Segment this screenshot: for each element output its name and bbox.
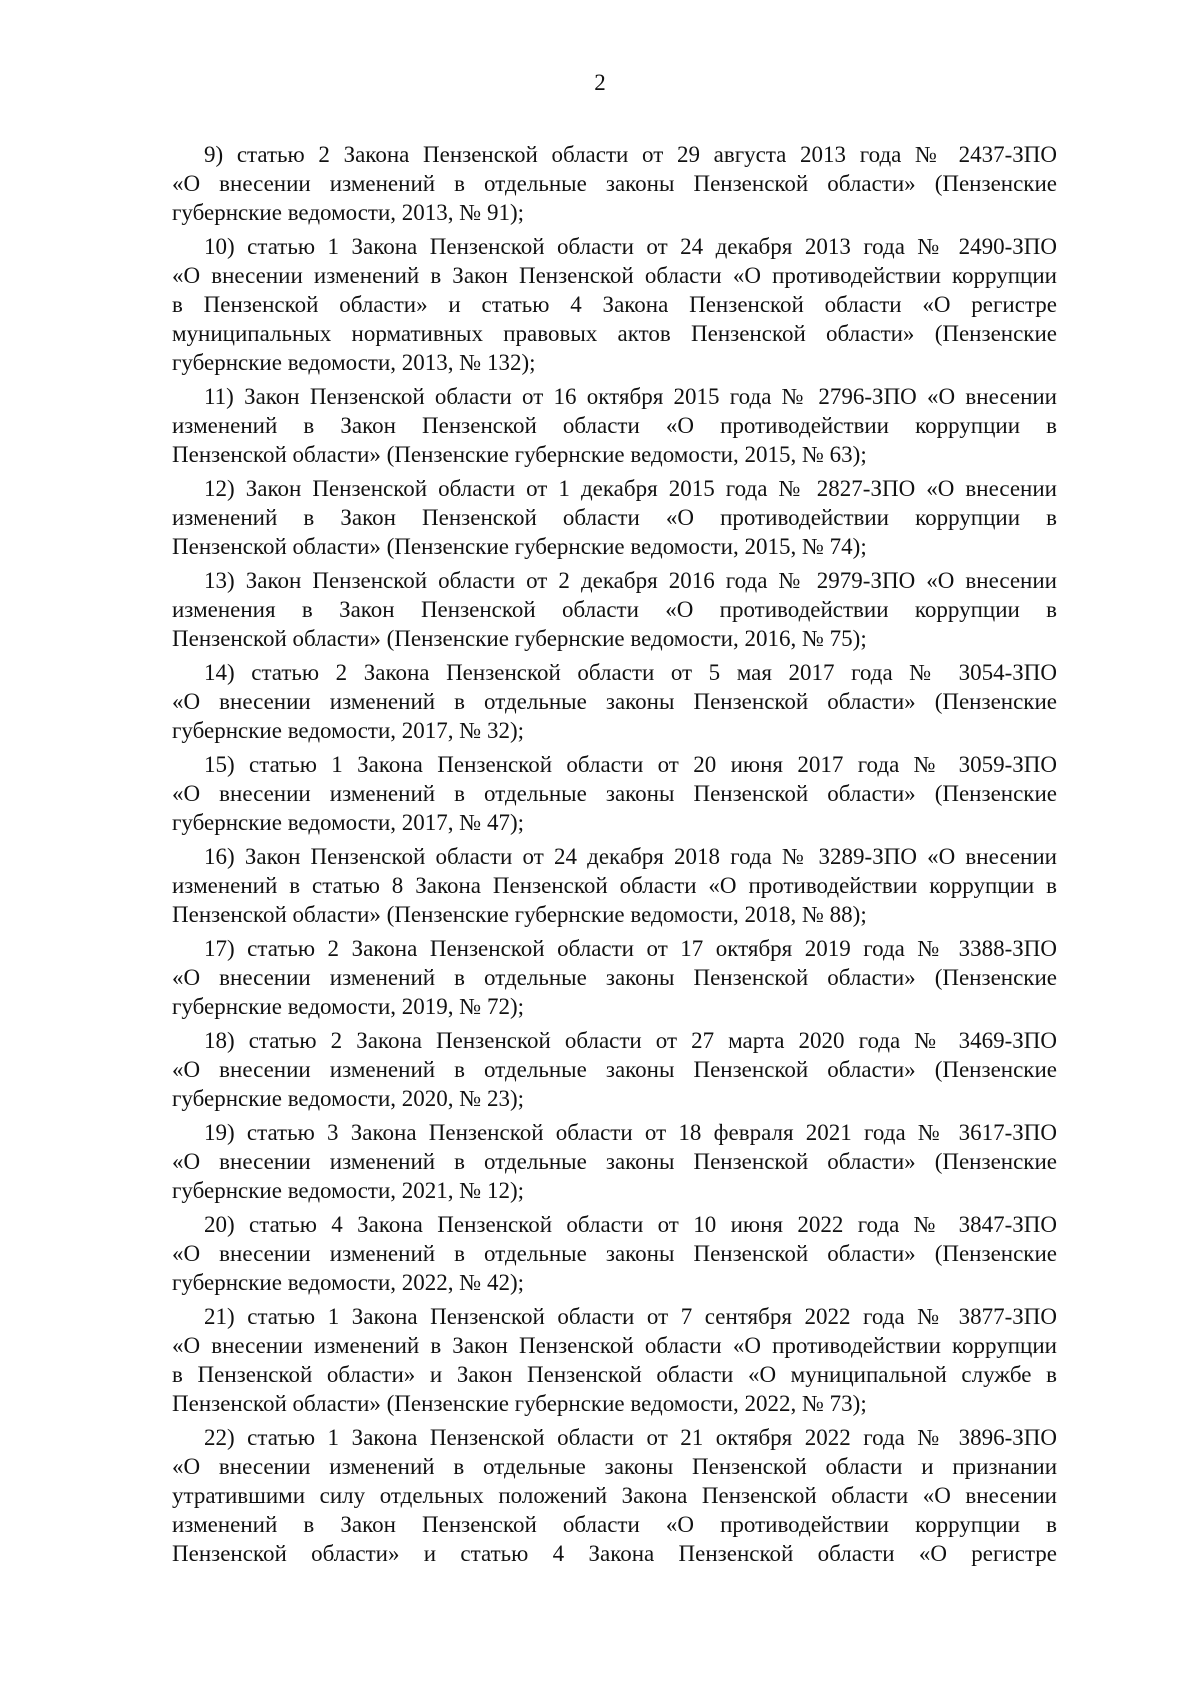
list-item	[172, 1302, 1057, 1418]
text-line: губернские ведомости, 2013, № 91);	[172, 200, 525, 225]
text-line: изменения в Закон Пензенской области «О противодействии коррупции в	[172, 597, 1057, 622]
list-item	[172, 382, 1057, 469]
text-line: Пензенской области» (Пензенские губернские ведомости, 2018, № 88);	[172, 902, 867, 927]
text-line: 10) статью 1 Закона Пензенской области от 24 декабря 2013 года № 2490-ЗПО	[204, 234, 1057, 259]
text-line: «О внесении изменений в отдельные законы Пензенской области» (Пензенские	[172, 1057, 1057, 1082]
list-item	[172, 232, 1057, 377]
text-line: Пензенской области» и статью 4 Закона Пензенской области «О регистре	[172, 1541, 1057, 1566]
text-line: «О внесении изменений в Закон Пензенской области «О противодействии коррупции	[172, 1333, 1057, 1358]
text-line: 14) статью 2 Закона Пензенской области от 5 мая 2017 года № 3054-ЗПО	[204, 660, 1057, 685]
text-line: 13) Закон Пензенской области от 2 декабря 2016 года № 2979-ЗПО «О внесении	[204, 568, 1057, 593]
text-line: губернские ведомости, 2021, № 12);	[172, 1178, 525, 1203]
text-line: губернские ведомости, 2020, № 23);	[172, 1086, 525, 1111]
text-line: изменений в Закон Пензенской области «О противодействии коррупции в	[172, 505, 1057, 530]
list-item	[172, 842, 1057, 929]
text-line: изменений в Закон Пензенской области «О противодействии коррупции в	[172, 1512, 1057, 1537]
text-line: 22) статью 1 Закона Пензенской области от 21 октября 2022 года № 3896-ЗПО	[204, 1425, 1057, 1450]
text-line: Пензенской области» (Пензенские губернские ведомости, 2015, № 63);	[172, 442, 867, 467]
text-line: «О внесении изменений в отдельные законы Пензенской области» (Пензенские	[172, 965, 1057, 990]
text-line: 9) статью 2 Закона Пензенской области от 29 августа 2013 года № 2437-ЗПО	[204, 142, 1057, 167]
text-line: 12) Закон Пензенской области от 1 декабря 2015 года № 2827-ЗПО «О внесении	[204, 476, 1057, 501]
text-line: губернские ведомости, 2017, № 47);	[172, 810, 525, 835]
text-line: Пензенской области» (Пензенские губернские ведомости, 2022, № 73);	[172, 1391, 867, 1416]
text-line: «О внесении изменений в отдельные законы Пензенской области» (Пензенские	[172, 689, 1057, 714]
text-line: 16) Закон Пензенской области от 24 декабря 2018 года № 3289-ЗПО «О внесении	[204, 844, 1057, 869]
text-line: «О внесении изменений в отдельные законы Пензенской области» (Пензенские	[172, 171, 1057, 196]
text-line: 20) статью 4 Закона Пензенской области от 10 июня 2022 года № 3847-ЗПО	[204, 1212, 1057, 1237]
text-line: 11) Закон Пензенской области от 16 октября 2015 года № 2796-ЗПО «О внесении	[204, 384, 1057, 409]
text-line: «О внесении изменений в отдельные законы Пензенской области» (Пензенские	[172, 1241, 1057, 1266]
text-line: в Пензенской области» и статью 4 Закона Пензенской области «О регистре	[172, 292, 1057, 317]
text-line: губернские ведомости, 2022, № 42);	[172, 1270, 525, 1295]
text-line: Пензенской области» (Пензенские губернские ведомости, 2016, № 75);	[172, 626, 867, 651]
text-line: губернские ведомости, 2017, № 32);	[172, 718, 525, 743]
text-line: «О внесении изменений в отдельные законы Пензенской области» (Пензенские	[172, 781, 1057, 806]
text-line: муниципальных нормативных правовых актов Пензенской области» (Пензенские	[172, 321, 1057, 346]
list-item	[172, 750, 1057, 837]
list-item	[172, 1423, 1057, 1568]
list-item	[172, 1026, 1057, 1113]
text-line: губернские ведомости, 2019, № 72);	[172, 994, 525, 1019]
text-line: 21) статью 1 Закона Пензенской области от 7 сентября 2022 года № 3877-ЗПО	[204, 1304, 1057, 1329]
list-item	[172, 474, 1057, 561]
list-item	[172, 1118, 1057, 1205]
text-line: изменений в статью 8 Закона Пензенской области «О противодействии коррупции в	[172, 873, 1057, 898]
text-line: 15) статью 1 Закона Пензенской области от 20 июня 2017 года № 3059-ЗПО	[204, 752, 1057, 777]
text-line: 19) статью 3 Закона Пензенской области от 18 февраля 2021 года № 3617-ЗПО	[204, 1120, 1057, 1145]
document-body	[172, 140, 1057, 1573]
text-line: в Пензенской области» и Закон Пензенской области «О муниципальной службе в	[172, 1362, 1057, 1387]
list-item	[172, 658, 1057, 745]
text-line: Пензенской области» (Пензенские губернские ведомости, 2015, № 74);	[172, 534, 867, 559]
text-line: утратившими силу отдельных положений Закона Пензенской области «О внесении	[172, 1483, 1057, 1508]
text-line: «О внесении изменений в отдельные законы Пензенской области» (Пензенские	[172, 1149, 1057, 1174]
text-line: 17) статью 2 Закона Пензенской области от 17 октября 2019 года № 3388-ЗПО	[204, 936, 1057, 961]
list-item	[172, 1210, 1057, 1297]
text-line: губернские ведомости, 2013, № 132);	[172, 350, 536, 375]
page-number: 2	[594, 70, 606, 95]
list-item	[172, 140, 1057, 227]
text-line: «О внесении изменений в отдельные законы Пензенской области и признании	[172, 1454, 1057, 1479]
text-line: 18) статью 2 Закона Пензенской области от 27 марта 2020 года № 3469-ЗПО	[204, 1028, 1057, 1053]
list-item	[172, 934, 1057, 1021]
text-line: «О внесении изменений в Закон Пензенской области «О противодействии коррупции	[172, 263, 1057, 288]
text-line: изменений в Закон Пензенской области «О противодействии коррупции в	[172, 413, 1057, 438]
list-item	[172, 566, 1057, 653]
